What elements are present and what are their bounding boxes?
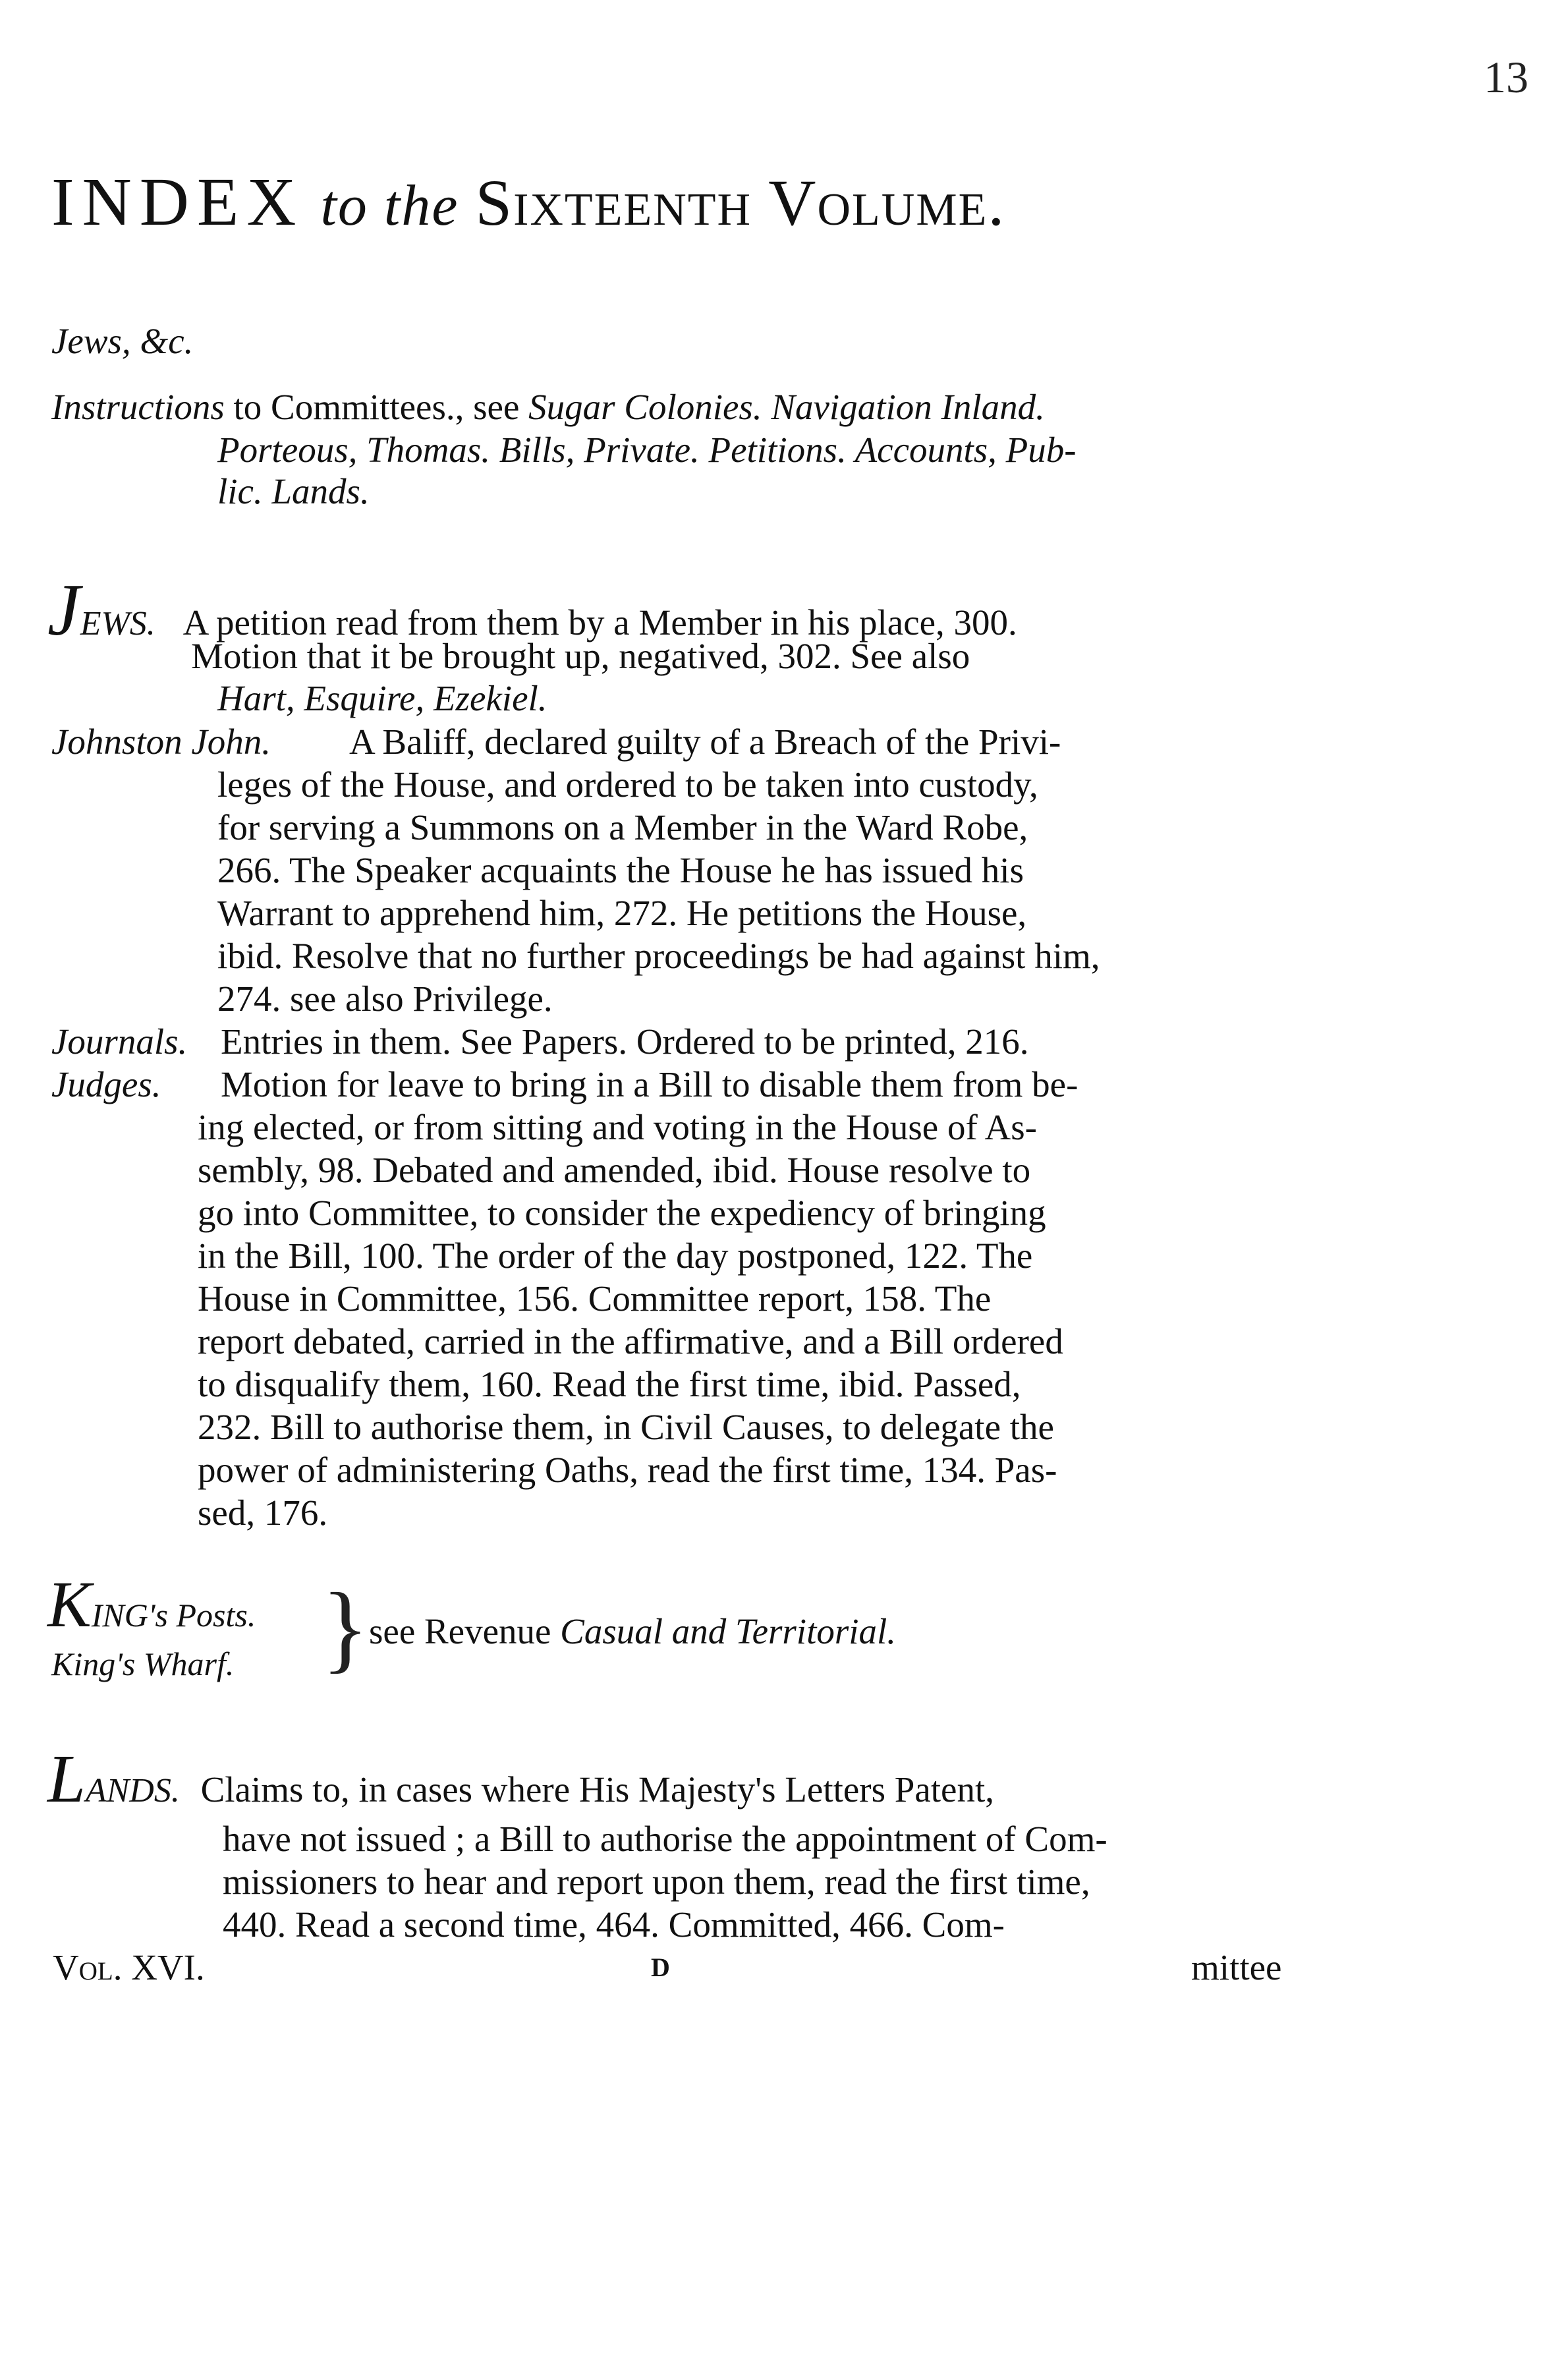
jews-text-1: A petition read from them by a Member in his place, 300.: [182, 602, 1017, 642]
page-title: [51, 164, 1435, 240]
jews-initial: J: [47, 569, 80, 651]
johnston-line-4: 266. The Speaker acquaints the House he has issued his: [217, 850, 1024, 890]
judges-line-1: Motion for leave to bring in a Bill to disable them from be-: [221, 1064, 1078, 1104]
jews-text-2: Motion that it be brought up, negatived, 302. See also: [191, 636, 970, 676]
jews-heading: EWS.: [80, 605, 155, 642]
judges-line-10: power of administering Oaths, read the first time, 134. Pas-: [198, 1450, 1057, 1490]
kings-see-ref: Casual and Territorial.: [560, 1611, 897, 1651]
instructions-refs: Sugar Colonies. Navigation Inland.: [528, 387, 1045, 427]
kings-entry-line-1: [47, 1568, 256, 1641]
judges-line-6: House in Committee, 156. Committee report, 158. The: [198, 1278, 992, 1319]
johnston-line-2: leges of the House, and ordered to be taken into custody,: [217, 764, 1038, 805]
kings-see-text: see Revenue: [369, 1611, 551, 1651]
journals-heading: Journals.: [51, 1021, 188, 1062]
lands-initial: L: [47, 1741, 86, 1817]
intro-refs-line-3: lic. Lands.: [217, 471, 370, 511]
judges-line-4: go into Committee, to consider the expediency of bringing: [198, 1193, 1046, 1233]
judges-line-5: in the Bill, 100. The order of the day postponed, 122. The: [198, 1236, 1033, 1276]
lands-line-3: missioners to hear and report upon them, read the first time,: [223, 1862, 1090, 1902]
johnston-line-3: for serving a Summons on a Member in the Ward Robe,: [217, 807, 1028, 847]
lands-heading: ANDS.: [85, 1772, 180, 1809]
title-index: INDEX: [51, 164, 304, 240]
judges-line-9: 232. Bill to authorise them, in Civil Causes, to delegate the: [198, 1407, 1054, 1447]
footer-volume: Vol. XVI.: [53, 1947, 205, 1987]
johnston-line-7: 274. see also Privilege.: [217, 979, 553, 1019]
johnston-line-1: A Baliff, declared guilty of a Breach of the Privi-: [349, 722, 1061, 762]
title-volume: Sixteenth Volume.: [475, 166, 1006, 239]
intro-refs-line-2: Porteous, Thomas. Bills, Private. Petitions. Accounts, Pub-: [217, 430, 1077, 470]
judges-line-3: sembly, 98. Debated and amended, ibid. House resolve to: [198, 1150, 1031, 1190]
judges-line-2: ing elected, or from sitting and voting in the House of As-: [198, 1107, 1037, 1147]
brace-mark: }: [322, 1573, 369, 1682]
johnston-entry: [51, 724, 271, 760]
judges-heading: Judges.: [51, 1064, 161, 1104]
instructions-text: to Committees., see: [233, 387, 520, 427]
johnston-line-5: Warrant to apprehend him, 272. He petitions the House,: [217, 893, 1027, 933]
intro-jews-heading: Jews, &c.: [51, 321, 194, 361]
lands-line-4: 440. Read a second time, 464. Committed, 466. Com-: [223, 1904, 1005, 1945]
intro-instructions-line: [51, 389, 1045, 425]
footer-catchword: mittee: [1191, 1947, 1282, 1987]
johnston-line-6: ibid. Resolve that no further proceedings be had against him,: [217, 936, 1100, 976]
jews-text-3: Hart, Esquire, Ezekiel.: [217, 678, 547, 718]
kings-wharf-heading: King's Wharf.: [51, 1645, 235, 1682]
kings-initial: K: [47, 1568, 92, 1641]
title-to-the: to the: [320, 174, 459, 238]
kings-see-line: [369, 1613, 896, 1649]
footer-signature: D: [651, 1952, 670, 1982]
lands-line-1: Claims to, in cases where His Majesty's Letters Patent,: [200, 1769, 994, 1809]
lands-line-2: have not issued ; a Bill to authorise the appointment of Com-: [223, 1819, 1107, 1859]
judges-line-8: to disqualify them, 160. Read the first time, ibid. Passed,: [198, 1364, 1021, 1404]
judges-line-11: sed, 176.: [198, 1493, 328, 1533]
judges-line-7: report debated, carried in the affirmative, and a Bill ordered: [198, 1321, 1063, 1361]
lands-entry-line-1: [47, 1741, 994, 1817]
journals-line: Entries in them. See Papers. Ordered to be printed, 216.: [221, 1021, 1029, 1062]
page-corner-number: 13: [1484, 52, 1528, 102]
johnston-heading: Johnston John.: [51, 722, 271, 762]
instructions-head: Instructions: [51, 387, 225, 427]
kings-posts-heading: ING's Posts.: [91, 1597, 256, 1634]
